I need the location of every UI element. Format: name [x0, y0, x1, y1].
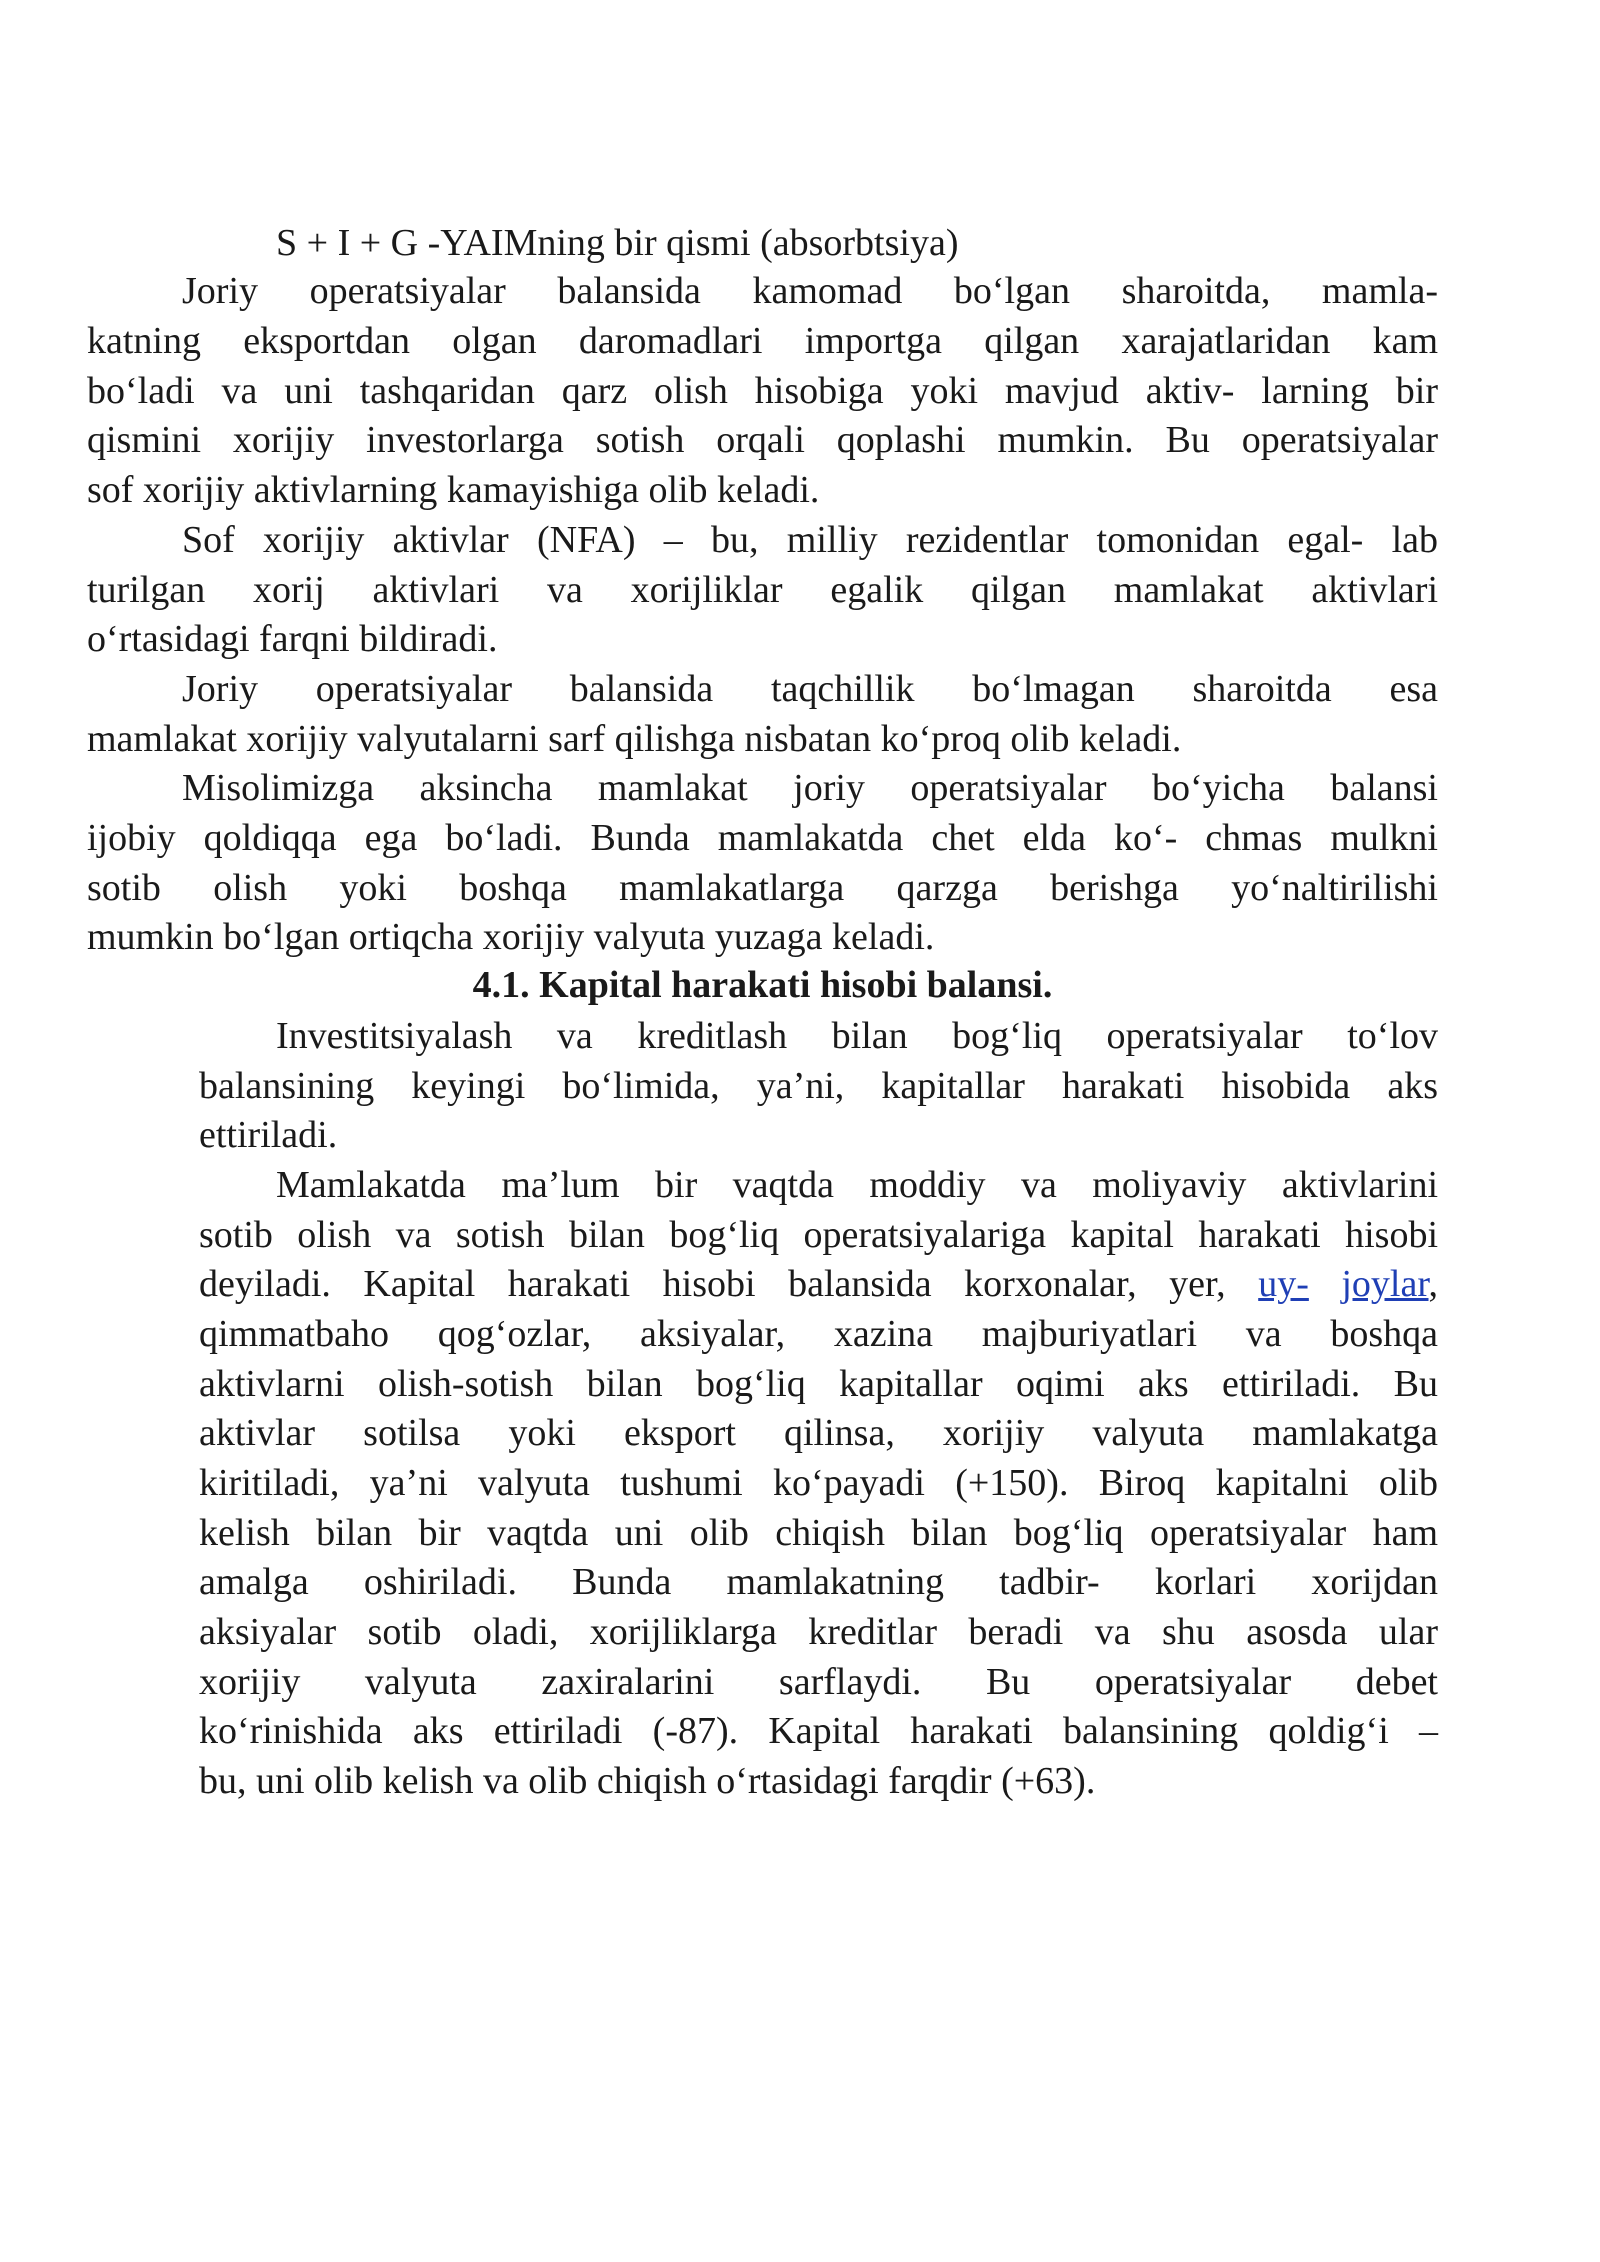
paragraph-line: Joriy operatsiyalar balansida kamomad bo‘lgan sharoitda, mamla- — [182, 270, 1438, 312]
paragraph-line: ijobiy qoldiqqa ega bo‘ladi. Bunda mamlakatda chet elda ko‘- chmas mulkni — [87, 817, 1438, 859]
paragraph-line: sotib olish yoki boshqa mamlakatlarga qarzga berishga yo‘naltirilishi — [87, 867, 1438, 909]
section-line: bu, uni olib kelish va olib chiqish o‘rtasidagi farqdir (+63). — [199, 1760, 1096, 1802]
section-line: amalga oshiriladi. Bunda mamlakatning tadbir- korlari xorijdan — [199, 1561, 1438, 1603]
link-line-between — [1309, 1263, 1342, 1305]
paragraph-line: Misolimizga aksincha mamlakat joriy operatsiyalar bo‘yicha balansi — [182, 767, 1438, 809]
section-line: aktivlar sotilsa yoki eksport qilinsa, xorijiy valyuta mamlakatga — [199, 1412, 1438, 1454]
section-line: xorijiy valyuta zaxiralarini sarflaydi. Bu operatsiyalar debet — [199, 1661, 1438, 1703]
section-line-with-links — [199, 1259, 1438, 1309]
formula-line: S + I + G -YAIMning bir qismi (absorbtsiya) — [276, 222, 959, 264]
section-line: sotib olish va sotish bilan bog‘liq operatsiyalariga kapital harakati hisobi — [199, 1214, 1438, 1256]
link-uy[interactable]: uy- — [1258, 1263, 1309, 1305]
section-line: ettiriladi. — [199, 1114, 338, 1156]
section-line: balansining keyingi bo‘limida, ya’ni, kapitallar harakati hisobida aks — [199, 1065, 1438, 1107]
paragraph-line: Sof xorijiy aktivlar (NFA) – bu, milliy rezidentlar tomonidan egal- lab — [182, 519, 1438, 561]
paragraph-line: bo‘ladi va uni tashqaridan qarz olish hisobiga yoki mavjud aktiv- larning bir — [87, 370, 1438, 412]
section-line: ko‘rinishida aks ettiriladi (-87). Kapital harakati balansining qoldig‘i – — [199, 1710, 1438, 1752]
section-line: kiritiladi, ya’ni valyuta tushumi ko‘payadi (+150). Biroq kapitalni olib — [199, 1462, 1438, 1504]
section-line: kelish bilan bir vaqtda uni olib chiqish bilan bog‘liq operatsiyalar ham — [199, 1512, 1438, 1554]
section-line: aktivlarni olish-sotish bilan bog‘liq kapitallar oqimi aks ettiriladi. Bu — [199, 1363, 1438, 1405]
section-heading-text: 4.1. Kapital harakati hisobi balansi. — [472, 964, 1053, 1006]
paragraph-line: mamlakat xorijiy valyutalarni sarf qilishga nisbatan ko‘proq olib keladi. — [87, 718, 1182, 760]
paragraph-line: qismini xorijiy investorlarga sotish orqali qoplashi mumkin. Bu operatsiyalar — [87, 419, 1438, 461]
paragraph-line: sof xorijiy aktivlarning kamayishiga olib keladi. — [87, 469, 820, 511]
link-line-before: deyiladi. Kapital harakati hisobi balansida korxonalar, yer, — [199, 1263, 1259, 1305]
section-heading — [87, 960, 1438, 1010]
section-line: qimmatbaho qog‘ozlar, aksiyalar, xazina majburiyatlari va boshqa — [199, 1313, 1438, 1355]
section-line: Mamlakatda ma’lum bir vaqtda moddiy va moliyaviy aktivlarini — [276, 1164, 1438, 1206]
paragraph-line: Joriy operatsiyalar balansida taqchillik bo‘lmagan sharoitda esa — [182, 668, 1438, 710]
link-joylar[interactable]: joylar — [1341, 1263, 1429, 1305]
paragraph-line: o‘rtasidagi farqni bildiradi. — [87, 618, 498, 660]
link-line-after: , — [1428, 1263, 1438, 1305]
section-line: Investitsiyalash va kreditlash bilan bog‘liq operatsiyalar to‘lov — [276, 1015, 1438, 1057]
paragraph-line: katning eksportdan olgan daromadlari importga qilgan xarajatlaridan kam — [87, 320, 1438, 362]
section-line: aksiyalar sotib oladi, xorijliklarga kreditlar beradi va shu asosda ular — [199, 1611, 1438, 1653]
paragraph-line: mumkin bo‘lgan ortiqcha xorijiy valyuta yuzaga keladi. — [87, 916, 935, 958]
paragraph-line: turilgan xorij aktivlari va xorijliklar egalik qilgan mamlakat aktivlari — [87, 569, 1438, 611]
